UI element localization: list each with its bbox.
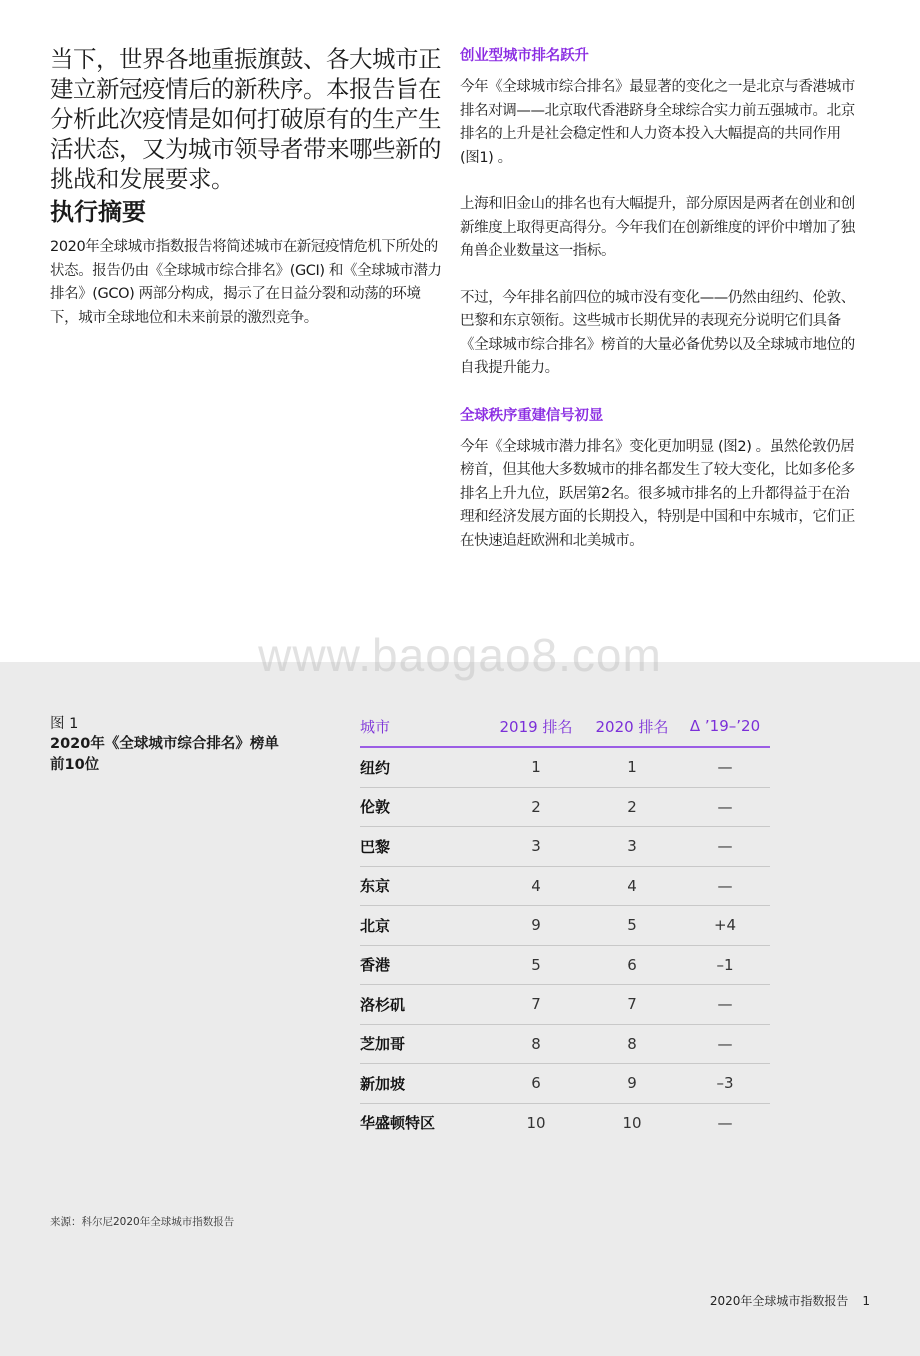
- rank-2020: 3: [584, 827, 680, 867]
- rank-2019: 3: [488, 827, 584, 867]
- table-row: [360, 906, 770, 946]
- rank-2020: 8: [584, 1024, 680, 1064]
- executive-summary-title: 执行摘要: [50, 198, 146, 226]
- table-row: [360, 1024, 770, 1064]
- table-header-row: [360, 706, 770, 747]
- rank-2019: 6: [488, 1064, 584, 1104]
- rank-change: —: [717, 1113, 733, 1132]
- rank-2019: 10: [526, 1113, 546, 1132]
- rank-2020: 5: [584, 906, 680, 946]
- page-footer: [710, 1292, 870, 1309]
- section-heading-global-order: 全球秩序重建信号初显: [460, 407, 603, 424]
- rank-change: —: [680, 866, 770, 906]
- city-name: 华盛顿特区: [360, 1114, 436, 1133]
- section-paragraph: 上海和旧金山的排名也有大幅提升，部分原因是两者在创业和创新维度上取得更高得分。今年我们在创新维度的评价中增加了独角兽企业数量这一指标。: [460, 196, 855, 259]
- table-row: [360, 1103, 770, 1142]
- table-row: [360, 827, 770, 867]
- header-rank-change: Δ ’19–’20: [680, 706, 770, 747]
- rank-2020: 1: [584, 747, 680, 787]
- rank-2019: 8: [488, 1024, 584, 1064]
- figure-title: 2020年《全球城市综合排名》榜单前10位: [50, 736, 279, 773]
- figure-source: 来源：科尔尼2020年全球城市指数报告: [50, 1216, 235, 1228]
- city-name: 洛杉矶: [360, 985, 488, 1025]
- watermark: www.baogao8.com: [258, 629, 662, 681]
- rank-change: —: [680, 827, 770, 867]
- rank-change: —: [680, 1024, 770, 1064]
- section-paragraph: 不过，今年排名前四位的城市没有变化——仍然由纽约、伦敦、巴黎和东京领衔。这些城市长期优异的表现充分说明它们具备《全球城市综合排名》榜首的大量必备优势以及全球城市地位的自我提升能力。: [460, 289, 855, 376]
- city-name: 新加坡: [360, 1064, 488, 1104]
- footer-report-title: 2020年全球城市指数报告: [709, 1294, 849, 1308]
- ranking-table: [360, 706, 770, 1142]
- city-name: 北京: [360, 906, 488, 946]
- header-city: 城市: [360, 706, 488, 747]
- lead-statement: 当下，世界各地重振旗鼓、各大城市正建立新冠疫情后的新秩序。本报告旨在分析此次疫情是如何打破原有的生产生活状态，又为城市领导者带来哪些新的挑战和发展要求。: [50, 45, 441, 193]
- rank-2019: 5: [488, 945, 584, 985]
- rank-2020: 10: [622, 1113, 642, 1132]
- rank-2019: 1: [488, 747, 584, 787]
- city-name: 东京: [360, 866, 488, 906]
- rank-change: –3: [680, 1064, 770, 1104]
- header-2020-rank: 2020 排名: [584, 706, 680, 747]
- city-name: 伦敦: [360, 787, 488, 827]
- header-2019-rank: 2019 排名: [488, 706, 584, 747]
- city-name: 纽约: [360, 747, 488, 787]
- rank-2020: 7: [584, 985, 680, 1025]
- figure-label: 图 1: [50, 716, 79, 732]
- rank-2020: 4: [584, 866, 680, 906]
- page-number: 1: [862, 1294, 870, 1308]
- table-row: [360, 985, 770, 1025]
- rank-2019: 2: [488, 787, 584, 827]
- section-paragraph: 今年《全球城市潜力排名》变化更加明显 (图2) 。虽然伦敦仍居榜首，但其他大多数城市的排名都发生了较大变化，比如多伦多排名上升九位，跃居第2名。很多城市排名的上升都得益于在治理和经济发展方面的长期投入，特别是中国和中东城市，它们正在快速追赶欧洲和北美城市。: [460, 438, 855, 549]
- rank-change: +4: [680, 906, 770, 946]
- city-name: 芝加哥: [360, 1024, 488, 1064]
- city-name: 香港: [360, 945, 488, 985]
- rank-2020: 9: [584, 1064, 680, 1104]
- table-row: [360, 1064, 770, 1104]
- table-row: [360, 945, 770, 985]
- city-name: 巴黎: [360, 827, 488, 867]
- executive-summary-body: 2020年全球城市指数报告将简述城市在新冠疫情危机下所处的状态。报告仍由《全球城市综合排名》(GCI) 和《全球城市潜力排名》(GCO) 两部分构成，揭示了在日益分裂和动荡的环境下，城市全球地位和未来前景的激烈竞争。: [50, 239, 442, 326]
- rank-change: —: [680, 985, 770, 1025]
- rank-2019: 7: [488, 985, 584, 1025]
- table-row: [360, 866, 770, 906]
- table-row: [360, 747, 770, 787]
- rank-change: –1: [680, 945, 770, 985]
- section-heading-entrepreneurial-cities: 创业型城市排名跃升: [460, 48, 589, 64]
- section-paragraph: 今年《全球城市综合排名》最显著的变化之一是北京与香港城市排名对调——北京取代香港跻身全球综合实力前五强城市。北京排名的上升是社会稳定性和人力资本投入大幅提高的共同作用 (图1) 。: [460, 79, 855, 166]
- rank-change: —: [680, 747, 770, 787]
- rank-2020: 2: [584, 787, 680, 827]
- rank-2019: 4: [488, 866, 584, 906]
- rank-2020: 6: [584, 945, 680, 985]
- right-column: [460, 44, 855, 576]
- rank-change: —: [680, 787, 770, 827]
- rank-2019: 9: [488, 906, 584, 946]
- table-row: [360, 787, 770, 827]
